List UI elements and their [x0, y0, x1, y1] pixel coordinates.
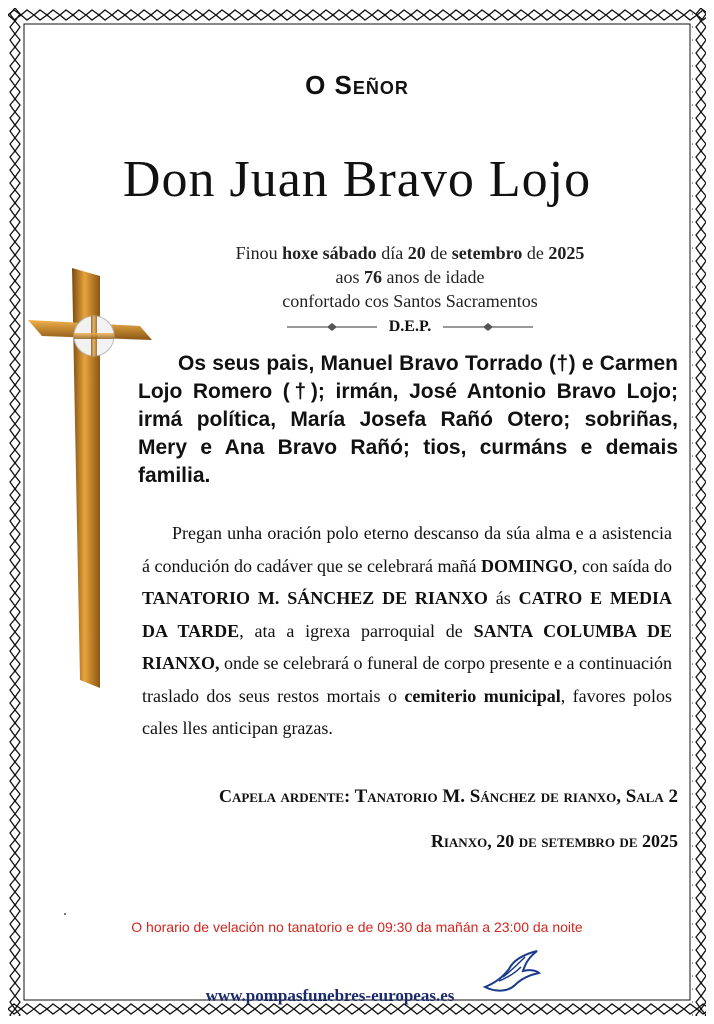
dep-line — [140, 318, 680, 336]
funeral-text-segment: SANTA COLUMBA DE RIANXO, — [142, 620, 672, 673]
family-paragraph: Os seus pais, Manuel Bravo Torrado (†) e Carmen Lojo Romero (†); irmán, José Antonio Bravo Lojo; irmá política, María Josefa Rañó Otero; sobriñas, Mery e Ana Bravo Rañó; tios, curmáns e demais familia. — [138, 352, 678, 487]
capela-value: Tanatorio M. Sánchez de rianxo, Sala 2 — [354, 786, 678, 807]
funeral-text-segment: CATRO E MEDIA DA TARDE — [142, 588, 673, 641]
age-segment: aos — [335, 267, 365, 287]
capela-line — [219, 786, 678, 808]
stray-dot — [64, 913, 66, 915]
capela-label: Capela ardente: — [218, 786, 351, 806]
funeral-text-segment: , ata a igrexa parroquial de — [239, 620, 474, 641]
death-date-segment: 2025 — [548, 243, 585, 263]
funeral-text-segment: DOMINGO — [480, 555, 573, 576]
death-date-segment: Finou — [235, 243, 283, 263]
funeral-text-segment: , favores polos cales lles anticipan grazas. — [142, 685, 673, 738]
death-date-segment: 20 — [407, 243, 426, 263]
website-link[interactable]: www.pompasfunebres-europeas.es — [205, 986, 455, 1005]
age-segment: 76 — [364, 267, 383, 287]
death-date-segment: de — [425, 243, 452, 263]
place-date-line: Rianxo, 20 de setembro de 2025 — [430, 831, 678, 851]
funeral-text-segment: cemiterio municipal — [404, 685, 561, 706]
ornament-rule-right — [443, 321, 533, 333]
funeral-text-segment: ás — [487, 588, 519, 608]
funeral-text-segment: , con saída do — [572, 555, 672, 576]
death-date-segment: de — [522, 243, 549, 263]
funeral-paragraph — [142, 517, 672, 745]
age-segment: anos de idade — [382, 267, 485, 287]
cross-icon — [28, 268, 152, 688]
funeral-text-segment: Pregan unha oración polo eterno descanso da súa alma e a asistencia á condución do cadáver que se celebrará mañá — [142, 523, 672, 576]
dep-label: D.E.P. — [388, 318, 432, 335]
death-date-segment: día — [376, 243, 408, 263]
death-date-segment: setembro — [451, 243, 523, 263]
sacraments-line: confortado cos Santos Sacramentos — [282, 291, 538, 311]
death-date-line — [140, 242, 680, 265]
visiting-hours-notice: O horario de velación no tanatorio e de 09:30 da mañán a 23:00 da noite — [131, 919, 583, 935]
age-line — [140, 266, 680, 289]
deceased-name: Don Juan Bravo Lojo — [122, 151, 592, 208]
header-title: O Señor — [305, 70, 409, 100]
funeral-text-segment: TANATORIO M. SÁNCHEZ DE RIANXO — [142, 588, 488, 608]
funeral-text-segment: onde se celebrará o funeral de corpo presente e a continuación traslado dos seus restos mortais o — [142, 653, 672, 706]
death-date-segment: hoxe sábado — [282, 243, 377, 263]
ornament-rule-left — [287, 321, 377, 333]
